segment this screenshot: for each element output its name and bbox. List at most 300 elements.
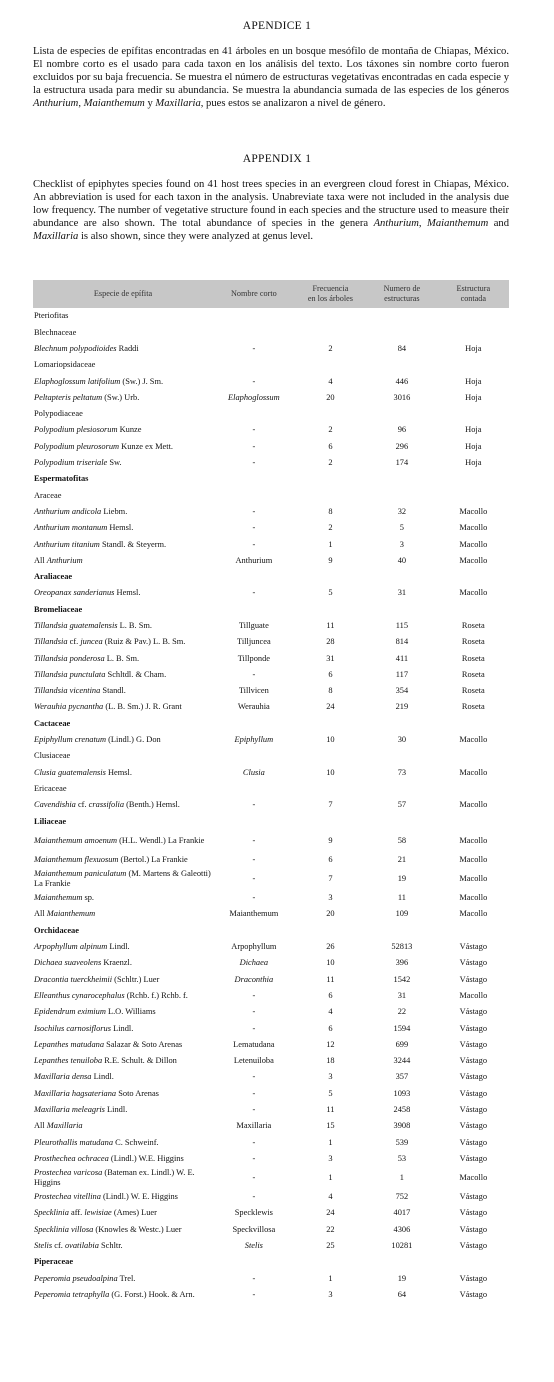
frequency: 7 [328, 874, 333, 883]
text-run: and [488, 218, 510, 230]
structure-count: 2458 [393, 1105, 411, 1114]
header-frequency-line2: en los árboles [307, 294, 353, 303]
species-row [33, 1270, 509, 1286]
species-name [33, 906, 213, 922]
short-name: - [252, 1289, 256, 1299]
species-name [33, 1085, 213, 1101]
text-run: Checklist of epiphytes species found on 41 host trees species in an evergreen cloud forest in Chiapas, México. An abbreviation is used for each taxon in the analysis. Unabreviate taxa were not included in the analysis due low frequency. The number of vegetative structure found in each species and the structure used to measure their abundance are also shown. The total abundance of species in the genera [33, 179, 509, 230]
structure-type: Vástago [459, 1273, 488, 1283]
family-row [33, 922, 509, 938]
structure-count: 1093 [393, 1088, 411, 1098]
structure-type: Vástago [459, 1023, 488, 1033]
frequency: 2 [328, 425, 333, 435]
italic-text: Prostechea varicosa [34, 1168, 103, 1178]
structure-count: 73 [397, 767, 407, 777]
short-name: Speckvillosa [232, 1224, 276, 1234]
structure-type: Roseta [461, 637, 485, 647]
frequency: 3 [328, 1289, 333, 1299]
frequency: 2 [328, 523, 333, 533]
text-run: Hemsl. [114, 588, 141, 598]
species-row [33, 1205, 509, 1221]
structure-type: Vástago [459, 1208, 488, 1218]
text-run: All [34, 555, 47, 565]
text-run: L.O. Williams [105, 1007, 156, 1017]
family-name: Cactaceae [34, 718, 71, 728]
header-frequency-line1: Frecuencia [312, 284, 349, 294]
structure-count: 30 [397, 735, 407, 745]
species-table [33, 280, 509, 1303]
species-row [33, 1036, 509, 1052]
short-name: - [252, 1173, 256, 1183]
species-name [33, 955, 213, 971]
short-name: Draconthia [234, 974, 274, 984]
italic-text: Specklinia villosa [34, 1224, 94, 1234]
short-name: Tillguate [238, 620, 269, 630]
family-name: Liliaceae [34, 816, 67, 826]
text-run: (Ruiz & Pav.) L. B. Sm. [102, 637, 186, 647]
italic-text: Elleanthus cynarocephalus [34, 990, 125, 1000]
structure-type: Hoja [465, 392, 482, 402]
italic-text: Lepanthes tenuiloba [34, 1056, 103, 1066]
italic-text: Maxillaria [46, 1121, 83, 1131]
species-row [33, 1069, 509, 1085]
italic-text: Tillandsia guatemalensis [34, 620, 118, 630]
family-row [33, 601, 509, 617]
short-name: - [252, 539, 256, 549]
family-row [33, 308, 509, 324]
text-run: cf. [52, 1241, 65, 1251]
structure-type: Macollo [459, 990, 488, 1000]
short-name: Arpophyllum [231, 942, 277, 952]
species-row [33, 988, 509, 1004]
species-name [33, 667, 213, 683]
structure-type: Vástago [459, 1289, 488, 1299]
species-name [33, 699, 213, 715]
species-row [33, 650, 509, 666]
frequency: 5 [328, 1088, 333, 1098]
structure-type: Hoja [465, 376, 482, 386]
italic-text: lewisiae [84, 1208, 112, 1218]
species-name [33, 988, 213, 1004]
italic-text: Anthurium montanum [34, 523, 108, 533]
header-structure-line1: Estructura [456, 284, 491, 294]
frequency: 18 [326, 1056, 335, 1066]
frequency: 9 [328, 835, 333, 845]
structure-count: 32 [397, 506, 407, 516]
short-name: Elaphoglossum [228, 392, 280, 402]
text-run: (Knowles & Westc.) Luer [93, 1224, 182, 1234]
structure-count: 64 [397, 1289, 407, 1299]
italic-text: Specklinia [34, 1208, 69, 1218]
italic-text: Stelis [34, 1241, 53, 1251]
italic-text: Anthurium [46, 555, 83, 565]
italic-text: Anthurium andicola [34, 506, 102, 516]
text-run: (M. Martens & Galeotti) La Frankie [34, 869, 211, 888]
short-name: Werauhia [237, 702, 270, 712]
structure-count: 5 [399, 523, 404, 533]
italic-text: Dracontia tuerckheimii [34, 974, 113, 984]
structure-count: 115 [395, 620, 409, 630]
structure-type: Hoja [465, 458, 482, 468]
structure-type: Macollo [459, 506, 488, 516]
frequency: 28 [326, 637, 335, 647]
structure-type: Macollo [459, 539, 488, 549]
family-name: Bromeliaceae [34, 604, 83, 614]
structure-count: 84 [397, 343, 407, 353]
species-name [33, 1134, 213, 1150]
frequency: 3 [328, 893, 333, 903]
family-name: Lomariopsidaceae [34, 360, 96, 370]
species-row [33, 852, 509, 868]
family-name: Piperaceae [34, 1257, 74, 1267]
structure-type: Macollo [459, 893, 488, 903]
family-row [33, 1254, 509, 1270]
family-row [33, 357, 509, 373]
species-name [33, 585, 213, 601]
species-row [33, 341, 509, 357]
species-row [33, 868, 509, 890]
italic-text: Anthurium [33, 98, 79, 110]
italic-text: Maxillaria densa [34, 1072, 92, 1082]
text-run: Liebm. [101, 506, 128, 516]
italic-text: Maianthemum amoenum [34, 835, 118, 845]
species-name [33, 1189, 213, 1205]
italic-text: Maianthemum [83, 98, 145, 110]
species-row [33, 1167, 509, 1189]
text-run: Salazar & Soto Arenas [104, 1039, 183, 1049]
text-run: Kunze [117, 425, 142, 435]
structure-type: Macollo [459, 835, 488, 845]
short-name: Clusia [242, 767, 265, 777]
italic-text: Epiphyllum crenatum [34, 735, 107, 745]
text-run: Standl. [100, 686, 126, 696]
structure-count: 21 [397, 854, 407, 864]
frequency: 10 [326, 735, 335, 745]
text-run: Lindl. [107, 942, 130, 952]
italic-text: Peperomia tetraphylla [34, 1289, 110, 1299]
species-row [33, 699, 509, 715]
species-row [33, 1102, 509, 1118]
species-row [33, 939, 509, 955]
text-run: is also shown, since they were analyzed at genus level. [78, 231, 314, 243]
italic-text: Werauhia pycnantha [34, 702, 104, 712]
structure-count: 11 [397, 893, 406, 903]
family-name: Blechnaceae [34, 327, 77, 337]
italic-text: Dichaea suaveolens [34, 958, 102, 968]
frequency: 1 [328, 1173, 333, 1183]
structure-type: Macollo [459, 874, 488, 883]
text-run: R.E. Schult. & Dillon [102, 1056, 177, 1066]
italic-text: Epidendrum eximium [34, 1007, 106, 1017]
text-run: All [34, 1121, 47, 1131]
english-title: APPENDIX 1 [242, 153, 312, 165]
structure-type: Macollo [459, 767, 488, 777]
short-name: - [252, 441, 256, 451]
text-run: Lindl. [91, 1072, 114, 1082]
species-row [33, 552, 509, 568]
species-row [33, 1053, 509, 1069]
family-row [33, 748, 509, 764]
species-name [33, 1151, 213, 1167]
short-name: Tillvicen [238, 686, 269, 696]
species-row [33, 1020, 509, 1036]
structure-type: Macollo [459, 735, 488, 745]
header-structure-count [366, 280, 437, 308]
text-run: Standl. & Steyerm. [99, 539, 167, 549]
structure-type: Roseta [461, 653, 485, 663]
short-name: Epiphyllum [234, 735, 274, 745]
frequency: 6 [328, 854, 333, 864]
species-name [33, 1036, 213, 1052]
structure-count: 22 [397, 1007, 407, 1017]
species-row [33, 890, 509, 906]
frequency: 10 [326, 767, 335, 777]
italic-text: Clusia guatemalensis [34, 767, 106, 777]
structure-count: 19 [397, 874, 407, 883]
family-row [33, 781, 509, 797]
italic-text: Arpophyllum alpinum [34, 942, 108, 952]
frequency: 7 [328, 800, 333, 810]
short-name: - [252, 506, 256, 516]
text-run: Soto Arenas [116, 1088, 159, 1098]
italic-text: Maianthemum flexuosum [34, 854, 119, 864]
frequency: 11 [326, 974, 335, 984]
table-header-row [33, 280, 509, 308]
frequency: 3 [328, 1153, 333, 1163]
species-name [33, 971, 213, 987]
frequency: 31 [326, 653, 335, 663]
italic-text: Prosthechea ochracea [34, 1153, 109, 1163]
frequency: 6 [328, 441, 333, 451]
text-run: Lindl. [104, 1105, 128, 1114]
spanish-title: APENDICE 1 [242, 20, 312, 32]
text-run: Schltr. [98, 1241, 123, 1251]
text-run: , [418, 218, 428, 230]
structure-type: Macollo [459, 555, 488, 565]
text-run: (Benth.) Hemsl. [124, 800, 180, 810]
species-name [33, 1053, 213, 1069]
italic-text: juncea [80, 637, 103, 647]
structure-type: Hoja [465, 343, 482, 353]
structure-count: 296 [395, 441, 409, 451]
structure-type: Vástago [459, 1088, 488, 1098]
species-row [33, 520, 509, 536]
short-name: - [252, 1023, 256, 1033]
structure-type: Macollo [459, 588, 488, 598]
text-run: Schltdl. & Cham. [105, 669, 167, 679]
structure-count: 4306 [393, 1224, 411, 1234]
structure-type: Macollo [459, 854, 488, 864]
structure-count: 1 [399, 1173, 404, 1183]
italic-text: Peltapteris peltatum [34, 392, 103, 402]
species-name [33, 389, 213, 405]
species-row [33, 1004, 509, 1020]
text-run: cf. [75, 800, 89, 810]
species-name [33, 868, 213, 890]
text-run: Raddi [116, 343, 139, 353]
italic-text: Tillandsia vicentina [34, 686, 101, 696]
structure-count: 4017 [393, 1208, 411, 1218]
species-name [33, 1069, 213, 1085]
species-name [33, 1118, 213, 1134]
italic-text: Lepanthes matudana [34, 1039, 105, 1049]
species-name [33, 438, 213, 454]
species-row [33, 1221, 509, 1237]
frequency: 6 [328, 669, 333, 679]
species-name [33, 1102, 213, 1118]
text-run: (L. B. Sm.) J. R. Grant [103, 702, 182, 712]
text-run: , [78, 98, 84, 110]
family-name: Araliaceae [34, 572, 73, 582]
structure-type: Vástago [459, 1153, 488, 1163]
frequency: 11 [326, 1105, 335, 1114]
text-run: All [34, 909, 47, 919]
english-paragraph [33, 178, 509, 243]
short-name: - [252, 1137, 256, 1147]
short-name: Tilljuncea [237, 637, 271, 647]
structure-count: 411 [395, 653, 409, 663]
structure-count: 117 [395, 669, 409, 679]
species-name [33, 732, 213, 748]
species-row [33, 971, 509, 987]
species-row [33, 1287, 509, 1303]
species-name [33, 764, 213, 780]
structure-count: 3908 [393, 1121, 411, 1131]
species-name [33, 852, 213, 868]
species-name [33, 536, 213, 552]
short-name: - [252, 990, 256, 1000]
species-row [33, 797, 509, 813]
structure-count: 354 [395, 686, 409, 696]
frequency: 5 [328, 588, 333, 598]
structure-count: 174 [395, 458, 409, 468]
species-row [33, 906, 509, 922]
text-run: (Lindl.) W. E. Higgins [100, 1192, 178, 1202]
text-run: Lista de especies de epífitas encontradas en 41 árboles en un bosque mesófilo de montaña de Chiapas, México. El nombre corto es el usado para cada taxon en los análisis del texto. Los táxones sin nombre corto fueron excluidos por su baja frecuencia. Se muestra el número de estructuras vegetativas encontradas en cada especie y la estructura usada para medir su abundancia. Se muestra la abundancia sumada de las especies de los géneros [33, 46, 509, 97]
text-run: aff. [68, 1208, 85, 1218]
frequency: 4 [328, 1007, 333, 1017]
species-name [33, 1287, 213, 1303]
species-row [33, 422, 509, 438]
text-run: cf. [67, 637, 81, 647]
structure-type: Vástago [459, 1192, 488, 1202]
frequency: 3 [328, 1072, 333, 1082]
header-count-line2: estructuras [384, 294, 420, 303]
text-run: (Sw.) J. Sm. [120, 376, 164, 386]
frequency: 4 [328, 1192, 333, 1202]
italic-text: Maxillaria meleagris [34, 1105, 105, 1114]
species-row [33, 438, 509, 454]
species-name [33, 797, 213, 813]
text-run: L. B. Sm. [104, 653, 140, 663]
frequency: 24 [326, 1208, 335, 1218]
text-run: (Rchb. f.) Rchb. f. [124, 990, 188, 1000]
species-name [33, 1167, 213, 1189]
structure-count: 814 [395, 637, 409, 647]
frequency: 8 [328, 686, 333, 696]
text-run: Hemsl. [107, 523, 134, 533]
text-run: (Ames) Luer [111, 1208, 157, 1218]
species-name [33, 830, 213, 852]
structure-count: 31 [397, 990, 407, 1000]
structure-count: 1594 [393, 1023, 411, 1033]
structure-type: Roseta [461, 686, 485, 696]
species-row [33, 667, 509, 683]
structure-type: Vástago [459, 958, 488, 968]
italic-text: Isochilus carnosiflorus [34, 1023, 112, 1033]
structure-count: 19 [397, 1273, 407, 1283]
italic-text: Polypodium triseriale [34, 458, 108, 468]
structure-count: 31 [397, 588, 407, 598]
short-name: - [252, 523, 256, 533]
italic-text: Prostechea vitellina [34, 1192, 101, 1202]
structure-type: Macollo [459, 1173, 488, 1183]
family-name: Clusiaceae [34, 751, 71, 761]
frequency: 11 [326, 620, 335, 630]
structure-count: 109 [395, 909, 409, 919]
short-name: Stelis [244, 1241, 263, 1251]
species-row [33, 1189, 509, 1205]
family-name: Pteriofitas [34, 311, 69, 321]
italic-text: ovatilabia [64, 1241, 99, 1251]
short-name: - [252, 1105, 256, 1114]
short-name: Anthurium [235, 555, 273, 565]
text-run: (Schltr.) Luer [112, 974, 160, 984]
structure-type: Macollo [459, 800, 488, 810]
short-name: - [252, 835, 256, 845]
species-name [33, 634, 213, 650]
species-name [33, 1221, 213, 1237]
text-run: Trel. [117, 1273, 136, 1283]
italic-text: Polypodium plesiosorum [34, 425, 118, 435]
short-name: Specklewis [234, 1208, 273, 1218]
short-name: Letenuiloba [233, 1056, 274, 1066]
short-name: - [252, 1088, 256, 1098]
species-row [33, 373, 509, 389]
short-name: - [252, 669, 256, 679]
species-row [33, 504, 509, 520]
text-run: Kunze ex Mett. [119, 441, 174, 451]
species-name [33, 1205, 213, 1221]
family-row [33, 813, 509, 829]
frequency: 12 [326, 1039, 335, 1049]
structure-type: Hoja [465, 425, 482, 435]
structure-type: Vástago [459, 1241, 488, 1251]
species-name [33, 422, 213, 438]
short-name: Lematudana [233, 1039, 275, 1049]
italic-text: Maianthemum [427, 218, 489, 230]
header-short-name: Nombre corto [213, 280, 295, 308]
structure-count: 699 [395, 1039, 409, 1049]
frequency: 6 [328, 1023, 333, 1033]
short-name: - [252, 588, 256, 598]
frequency: 8 [328, 506, 333, 516]
structure-count: 752 [395, 1192, 409, 1202]
family-row [33, 406, 509, 422]
short-name: - [252, 854, 256, 864]
structure-count: 357 [395, 1072, 409, 1082]
species-row [33, 1134, 509, 1150]
italic-text: Tillandsia punctulata [34, 669, 106, 679]
family-row [33, 569, 509, 585]
short-name: - [252, 874, 256, 883]
structure-type: Vástago [459, 1007, 488, 1017]
species-name [33, 890, 213, 906]
italic-text: Anthurium titanium [34, 539, 100, 549]
short-name: - [252, 376, 256, 386]
text-run: Hemsl. [105, 767, 132, 777]
text-run: Kraenzl. [101, 958, 132, 968]
